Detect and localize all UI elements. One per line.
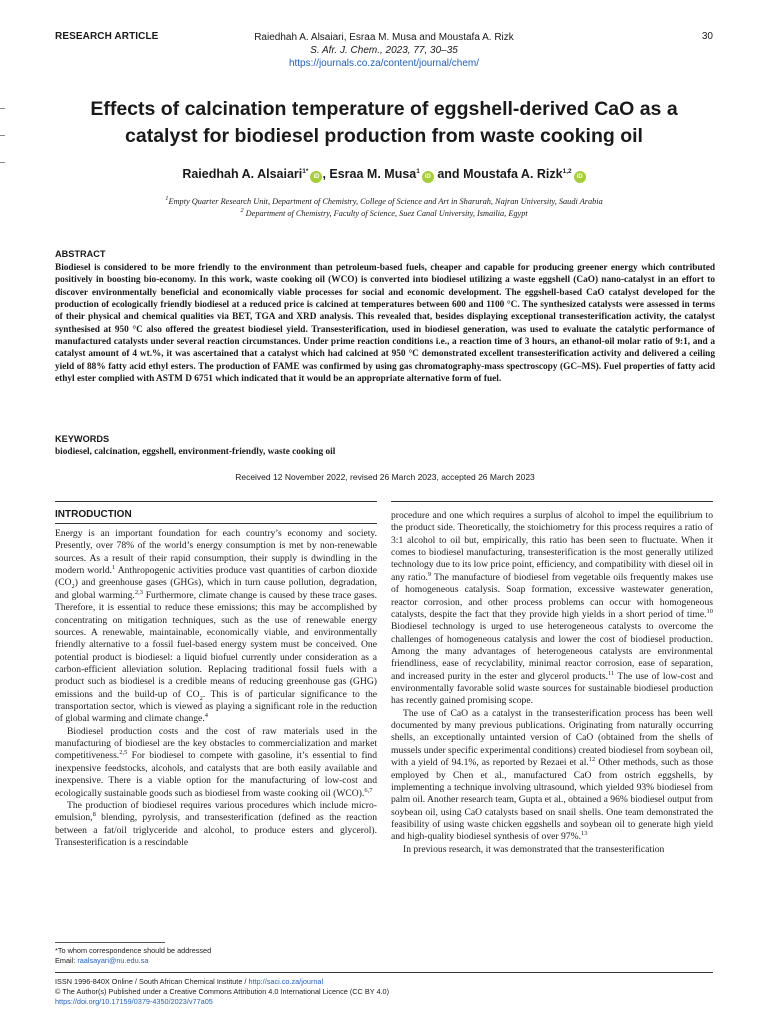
affiliations [60, 196, 708, 220]
abstract-heading: ABSTRACT [55, 249, 106, 259]
paragraph: In previous research, it was demonstrated that the transesterification [403, 843, 665, 855]
citation-ref: 13 [580, 830, 588, 838]
bottom-divider [55, 972, 713, 973]
section-divider [55, 523, 377, 524]
citation-ref: 10 [706, 607, 713, 615]
affiliation [60, 208, 708, 220]
running-header [200, 31, 568, 70]
citation-ref: 11 [608, 669, 615, 677]
affiliation-marker: 1 [165, 195, 169, 203]
author-affil-ref: 1 [416, 167, 420, 175]
correspondence-note: *To whom correspondence should be addressed [55, 946, 212, 955]
margin-tick [0, 135, 5, 136]
author-conjunction: and [437, 167, 460, 181]
affiliation [60, 196, 708, 208]
citation-ref: 4 [204, 712, 208, 720]
author-affil-ref: 1,2 [562, 167, 572, 175]
author-name: Esraa M. Musa [329, 167, 417, 181]
citation-ref: 1 [112, 563, 116, 571]
page-number: 30 [701, 31, 713, 42]
body-column-left [55, 528, 377, 849]
body-column-right [391, 510, 713, 856]
saci-link[interactable]: http://saci.co.za/journal [248, 977, 324, 986]
header-authors: Raiedhah A. Alsaiari, Esraa M. Musa and Moustafa A. Rizk [254, 32, 514, 43]
received-dates: Received 12 November 2022, revised 26 March 2023, accepted 26 March 2023 [235, 472, 535, 482]
introduction-heading: INTRODUCTION [55, 509, 132, 520]
orcid-icon[interactable]: iD [422, 171, 434, 183]
paragraph: Energy is an important foundation for each country’s economy and society. Presently, over 78% of the world’s energy consumption is met by non-renewable sources. As a result of their rapid consumption, their supply is dwindling in the modern world.$^1$ Anthropogenic activities produce vast quantities of carbon dioxide $(CO_2)$ and greenhouse gases (GHGs), which in turn cause pollution, degradation, and global warming.$^{2,3}$ Furthermore, climate change is caused by these trace gases. Therefore, it is essential to reduce these emissions; this may be accomplished by concentrating on mitigation techniques, such as the use of renewable energy sources. A renewable, maintainable, economically viable, and environmentally friendly alternative to a fossil fuel-based energy system must be conceived. One potential product is biodiesel: a liquid biofuel currently under consideration as a carbon-efficient alleviation solution. Replacing traditional fossil fuels with a product such as biodiesel is a credible means of reducing greenhouse gas (GHG) emissions and the build-up of $CO_2$. This is of particular significance to the transportation sector, which is viewed as playing a significant role in the reduction of global warming and climate change.$^4$ [55, 528, 377, 725]
correspondence-footnote [55, 946, 211, 966]
orcid-icon[interactable]: iD [310, 171, 322, 183]
correspondence-email: Email: raalsayari@nu.edu.sa [55, 956, 149, 965]
journal-link[interactable]: https://journals.co.za/content/journal/chem/ [288, 58, 480, 69]
page-footer [55, 977, 389, 1007]
email-link[interactable]: raalsayari@nu.edu.sa [77, 956, 149, 965]
section-divider [391, 501, 713, 502]
footnote-rule [55, 942, 165, 943]
citation-ref: 2,3 [134, 588, 143, 596]
citation-ref: 2,5 [119, 749, 128, 757]
orcid-icon[interactable]: iD [574, 171, 586, 183]
keywords-heading: KEYWORDS [55, 434, 110, 444]
keywords-text: biodiesel, calcination, eggshell, environment-friendly, waste cooking oil [55, 447, 336, 457]
author-affil-ref: 1* [302, 167, 309, 175]
affiliation-marker: 2 [240, 207, 244, 215]
citation-ref: 9 [427, 570, 432, 578]
paragraph: Biodiesel production costs and the cost of raw materials used in the manufacturing of biodiesel are the key obstacles to commercialization and market competitiveness.$^{2,5}$ For biodiesel to compete with gasoline, it’s essential to find inexpensive feedstocks, alcohols, and catalysts that are both easily available and inexpensive. There is a viable option for the manufacturing of low-cost and ecologically sustainable goods such as biodiesel from waste cooking oil (WCO).$^{6,7}$ [55, 725, 377, 799]
article-title: Effects of calcination temperature of eggshell-derived CaO as a catalyst for biodiesel production from waste cooking oil [90, 98, 678, 147]
header-citation: S. Afr. J. Chem., 2023, 77, 30–35 [310, 45, 458, 56]
citation-ref: 12 [588, 756, 596, 763]
author-name: Raiedhah A. Alsaiari [182, 167, 303, 181]
margin-tick [0, 162, 5, 163]
citation-ref: 6,7 [364, 786, 373, 794]
author-name: Moustafa A. Rizk [463, 167, 563, 181]
section-divider [55, 501, 377, 502]
issn-line: ISSN 1996-840X Online / South African Chemical Institute / http://saci.co.za/journal [55, 977, 324, 986]
doi-link[interactable]: https://doi.org/10.17159/0379-4350/2023/v77a05 [55, 997, 213, 1006]
affiliation-text: Department of Chemistry, Faculty of Science, Suez Canal University, Ismailia, Egypt [245, 209, 528, 218]
paragraph: procedure and one which requires a surplus of alcohol to impel the equilibrium to the product side. Theoretically, the stoichiometry for this process requires a ratio of 3:1 alcohol to oil but, empirically, this ratio has been seen to fluctuate. When it comes to biodiesel manufacturing, transesterification is the most generally utilized technology due to its low price point, efficiency, and compatibility with diesel oil in any ratio.$^9$ The manufacture of biodiesel from vegetable oils frequently makes use of homogeneous catalysis. Soap formation, excessive wastewater generation, reactor corrosion, and other process problems can occur with homogeneous catalysts, despite the fact that they provide high yields in a short period of time.$^{10}$ Biodiesel technology is urged to use heterogeneous catalysts to overcome the challenges of homogeneous catalysis and lower the cost of biodiesel production. Among the many advantages of heterogeneous catalysts are environmental friendliness, ease of recyclability, minimal reactor corrosion, ease of separation, and increased purity in the ester and glycerol products.$^{11}$ The use of low-cost and environmentally favorable solid waste sources for sustainable biodiesel production has recently gained promising scope. [391, 510, 713, 707]
author-list: Raiedhah A. Alsaiari$^{1*}$iD , Esraa M. Musa$^1$iD and Moustafa A. Rizk$^{1,2}$iD [60, 167, 708, 183]
paragraph: The production of biodiesel requires various procedures which include micro-emulsion,$^8$ blending, pyrolysis, and transesterification (defined as the reaction between a fat/oil triglyceride and alcohol, to produce esters and glycerol). Transesterification is a rescindable [55, 799, 377, 848]
license-line: © The Author(s) Published under a Creative Commons Attribution 4.0 International Licence (CC BY 4.0) [55, 987, 390, 996]
article-type-label: RESEARCH ARTICLE [55, 31, 159, 42]
affiliation-text: Empty Quarter Research Unit, Department of Chemistry, College of Science and Art in Sharurah, Najran University, Saudi Arabia [168, 197, 603, 206]
citation-ref: 8 [92, 811, 96, 819]
margin-tick [0, 108, 5, 109]
abstract-text: Biodiesel is considered to be more friendly to the environment than petroleum-based fuels, cheaper and capable for producing greener energy which contributed positively in boosting bio-economy. In this work, waste cooking oil (WCO) is converted into biodiesel utilizing a waste eggshell (CaO) nano-catalyst in an effort to discover environmentally beneficial and economically viable processes for social and economic development. The eggshell-based CaO catalyst developed for the production of ecologically friendly biodiesel at a reduced price is calcined at temperatures between 600 and 1100 °C. The synthesized catalysts were assessed in terms of their physical and chemical qualities via BET, TGA and XRD analysis. This revealed that, besides displaying exceptional transesterification activity, the catalyst synthesised at 950 °C also offered the greatest biodiesel yield. Transesterification, used in biodiesel generation, was used to evaluate the catalytic performance of manufactured catalysts under several reaction circumstances. Under prime reaction conditions i.e., a reaction time of 3 hours, an ethanol-oil molar ratio of 9:1, and a catalyst amount of 4 wt.%, it was ascertained that a catalyst which had calcined at 950 °C demonstrated excellent transesterification activity and delivered a ceiling yield of 88% fatty acid ethyl esters. The production of FAME was confirmed by using gas chromatography-mass spectroscopy (GC–MS). Fuel properties of fatty acid ethyl ester complied with ASTM D 6751 which indicated that it would be an appropriate alternative form of fuel. [55, 263, 715, 385]
paragraph: The use of CaO as a catalyst in the transesterification process has been well documented by many previous publications. Originating from naturally occurring shells, an exceptionally untainted version of CaO (obtained from the shells of mussels under specific experimental conditions) created biodiesel from soybean oil, with a yield of 94.1%, as reported by Rezaei et al.$^{12}$ Other methods, such as those employed by Chen et al., manufactured CaO from ostrich eggshells, by implementing a technique involving ultrasound, which yielded 93% biodiesel from palm oil. Another research team, Gupta et al., obtained a 96% biodiesel output from soybean oil, using CaO catalysts based on snail shells. One team demonstrated the feasibility of using waste chicken eggshells and soybean oil to generate high yield and high-quality biodiesel synthesis of over 97%.$^{13}$ [391, 707, 713, 843]
